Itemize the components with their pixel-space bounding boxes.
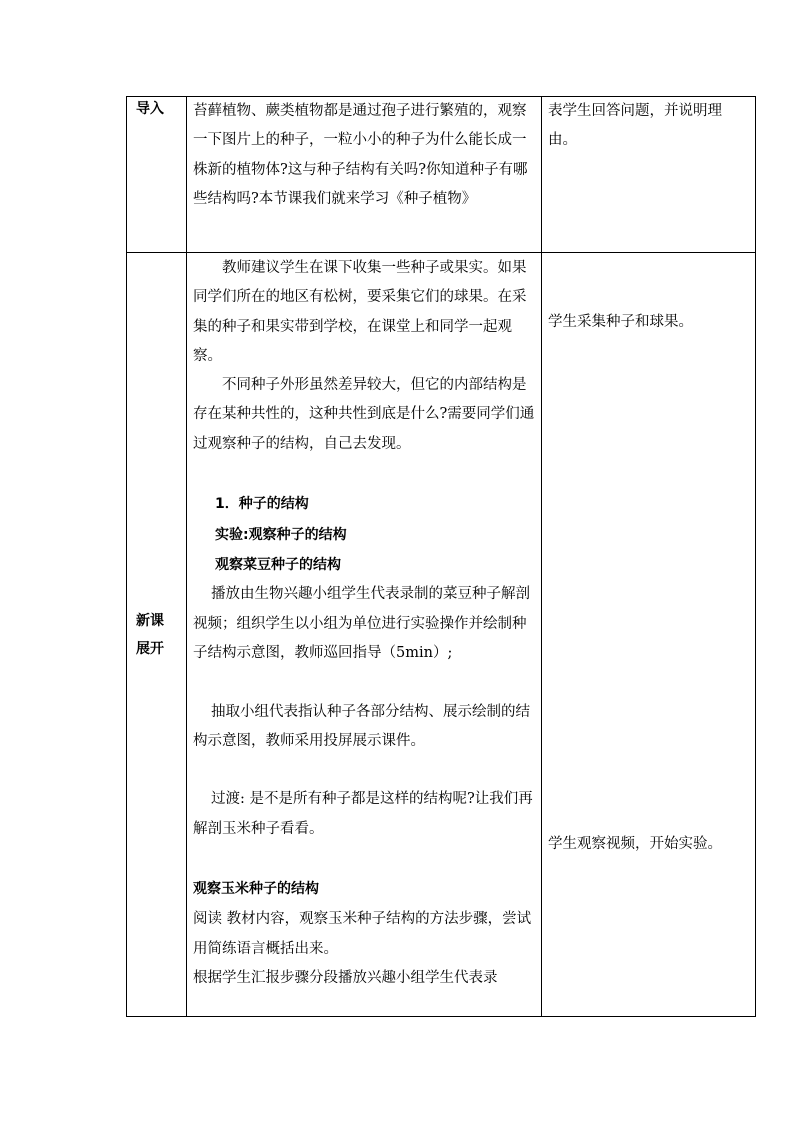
teacher-paragraph-2: 不同种子外形虽然差异较大，但它的内部结构是存在某种共性的，这种共性到底是什么?需要同学们通过观察种子的结构，自己去发现。 — [193, 377, 535, 452]
section-heading-seed-structure: 1．种子的结构 — [215, 496, 309, 513]
student-activity-1: 学生采集种子和球果。 — [548, 314, 693, 330]
teacher-cell-intro — [187, 97, 542, 253]
phase-cell-new-lesson — [127, 253, 187, 1017]
experiment-heading: 实验:观察种子的结构 — [215, 527, 347, 544]
student-text-intro: 表学生回答问题，并说明理由。 — [548, 103, 722, 149]
table-row-new-lesson — [127, 253, 756, 1017]
bean-seed-heading: 观察菜豆种子的结构 — [215, 557, 341, 574]
phase-cell-intro — [127, 97, 187, 253]
corn-seed-heading: 观察玉米种子的结构 — [193, 881, 319, 898]
student-activity-2: 学生观察视频，开始实验。 — [548, 836, 722, 852]
teacher-paragraph-4: 抽取小组代表指认种子各部分结构、展示绘制的结构示意图，教师采用投屏展示课件。 — [193, 703, 530, 749]
student-cell-new-lesson — [542, 253, 756, 1017]
teacher-text-intro: 苔藓植物、蕨类植物都是通过孢子进行繁殖的，观察一下图片上的种子，一粒小小的种子为什么能长成一株新的植物体?这与种子结构有关吗?你知道种子有哪些结构吗?本节课我们就来学习《种子植物》 — [193, 103, 528, 207]
table-row-intro — [127, 97, 756, 253]
student-cell-intro — [542, 97, 756, 253]
transition-paragraph: 过渡: 是不是所有种子都是这样的结构呢?让我们再解剖玉米种子看看。 — [193, 791, 533, 837]
teacher-paragraph-1: 教师建议学生在课下收集一些种子或果实。如果同学们所在的地区有松树，要采集它们的球果。在采集的种子和果实带到学校，在课堂上和同学一起观察。 — [193, 260, 527, 364]
teacher-cell-new-lesson — [187, 253, 542, 1017]
teacher-paragraph-6: 阅读 教材内容，观察玉米种子结构的方法步骤，尝试用简练语言概括出来。 — [193, 911, 532, 957]
phase-label-intro: 导入 — [136, 101, 164, 117]
lesson-plan-table — [126, 96, 756, 1017]
teacher-paragraph-3: 播放由生物兴趣小组学生代表录制的菜豆种子解剖视频；组织学生以小组为单位进行实验操作并绘制种子结构示意图，教师巡回指导（5min）; — [193, 586, 530, 661]
phase-label-new-lesson-2: 展开 — [136, 640, 164, 657]
phase-label-new-lesson-1: 新课 — [136, 612, 164, 629]
teacher-paragraph-7: 根据学生汇报步骤分段播放兴趣小组学生代表录 — [193, 969, 498, 986]
